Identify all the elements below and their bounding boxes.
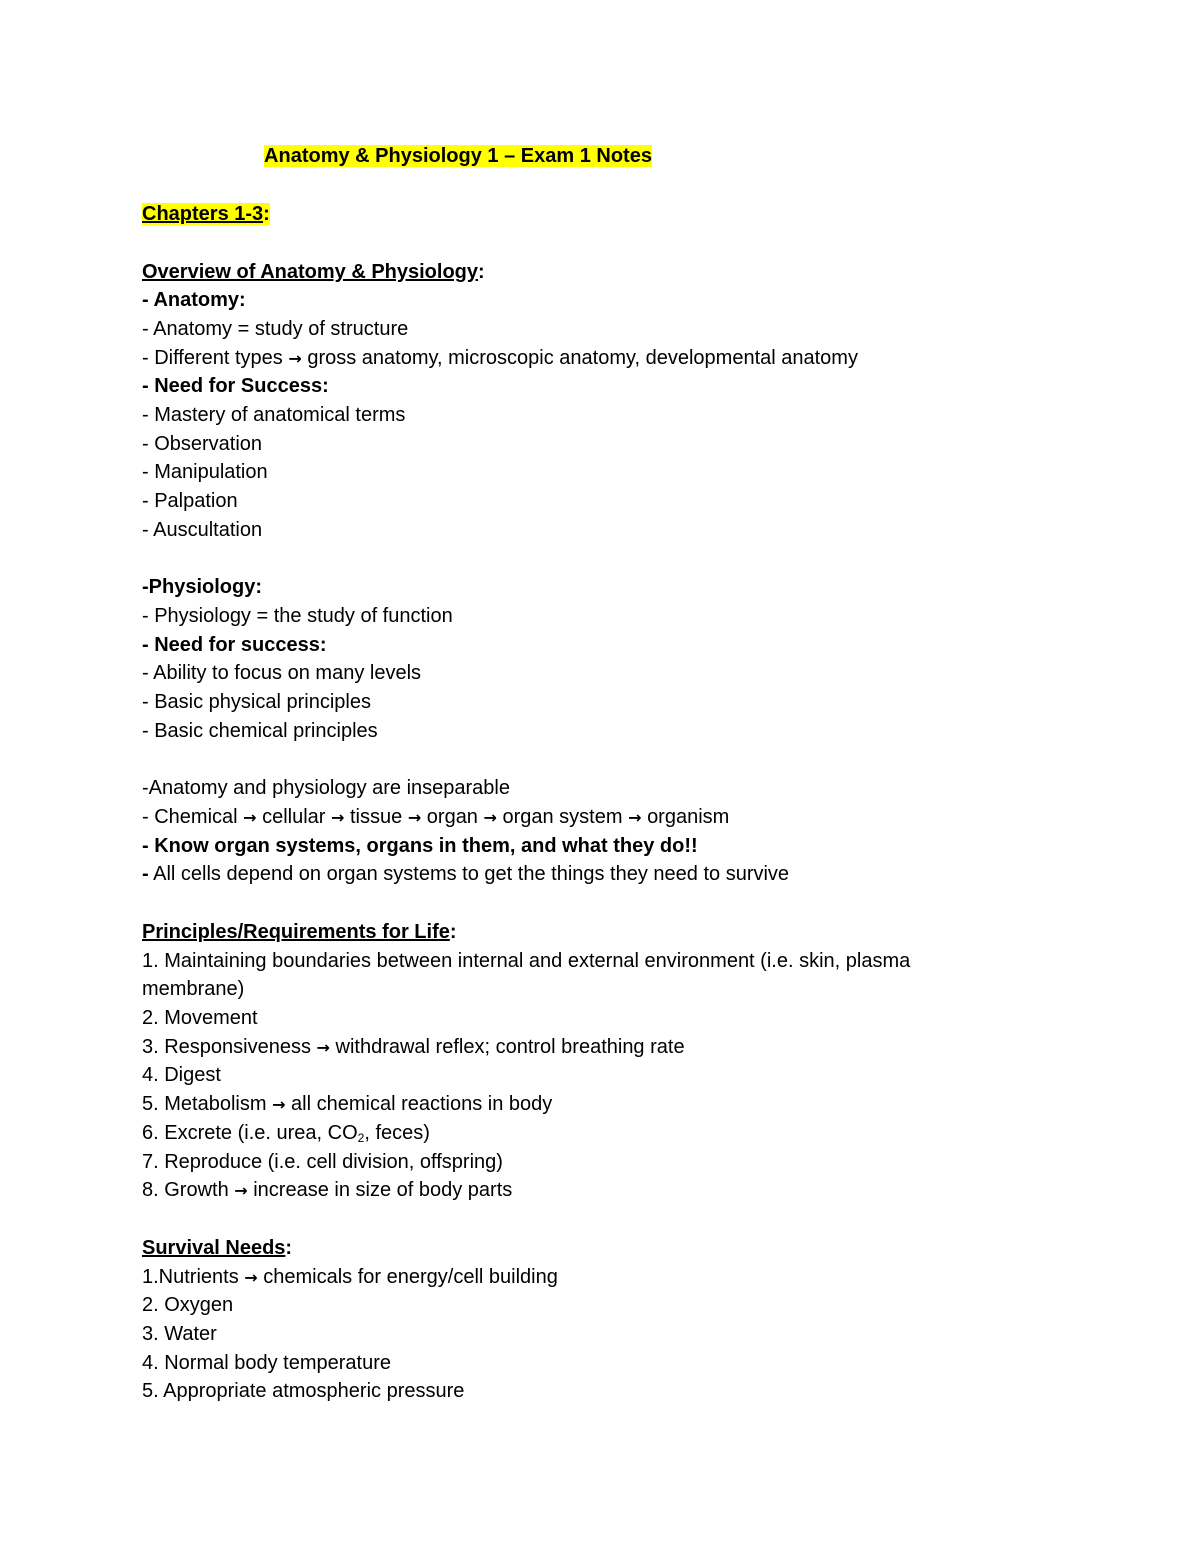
inseparable-line: -Anatomy and physiology are inseparable (142, 777, 510, 799)
cells-depend (142, 860, 789, 888)
principle-item-3 (142, 1033, 685, 1062)
principle-item-1b: membrane) (142, 978, 245, 1000)
list-item: - Palpation (142, 490, 238, 512)
arrow-right-icon: → (234, 1181, 248, 1200)
arrow-right-icon: → (288, 349, 302, 368)
physiology-definition: - Physiology = the study of function (142, 605, 453, 627)
principle-5-label: 5. Metabolism (142, 1093, 267, 1115)
anatomy-definition: - Anatomy = study of structure (142, 318, 409, 340)
arrow-right-icon: → (243, 808, 257, 827)
document-title (0, 142, 916, 170)
cells-text: All cells depend on organ systems to get the things they need to survive (153, 863, 790, 885)
cells-dash: - (142, 863, 149, 885)
list-item: - Basic physical principles (142, 691, 371, 713)
types-prefix: - Different types (142, 347, 283, 369)
document-title-text: Anatomy & Physiology 1 – Exam 1 Notes (264, 145, 652, 167)
principle-6-label: 6. Excrete (i.e. urea, CO (142, 1122, 358, 1144)
principle-3-label: 3. Responsiveness (142, 1036, 311, 1058)
principle-item-7: 7. Reproduce (i.e. cell division, offspring) (142, 1151, 503, 1173)
principle-item-2: 2. Movement (142, 1007, 258, 1029)
survival-item-4: 4. Normal body temperature (142, 1352, 392, 1374)
levels-of-organization (142, 803, 729, 832)
overview-heading-text: Overview of Anatomy & Physiology (142, 261, 479, 283)
level-item: organ (426, 806, 478, 828)
survival-item-3: 3. Water (142, 1323, 217, 1345)
principle-item-1a: 1. Maintaining boundaries between internal and external environment (i.e. skin, plasma (142, 950, 911, 972)
level-item: organ system (502, 806, 623, 828)
survival-item-1 (142, 1263, 558, 1292)
list-item: - Ability to focus on many levels (142, 662, 422, 684)
level-item: cellular (262, 806, 326, 828)
arrow-right-icon: → (272, 1095, 286, 1114)
know-text: Know organ systems, organs in them, and what they do!! (154, 835, 698, 857)
arrow-right-icon: → (628, 808, 642, 827)
co2-subscript: 2 (357, 1131, 365, 1145)
types-suffix: gross anatomy, microscopic anatomy, developmental anatomy (307, 347, 858, 369)
principle-item-4: 4. Digest (142, 1064, 221, 1086)
levels-prefix: - Chemical (142, 806, 238, 828)
chapters-colon: : (263, 203, 270, 225)
arrow-right-icon: → (483, 808, 497, 827)
overview-heading (142, 258, 485, 286)
principle-8-detail: increase in size of body parts (253, 1179, 513, 1201)
principles-heading-text: Principles/Requirements for Life (142, 921, 450, 943)
arrow-right-icon: → (316, 1038, 330, 1057)
chapters-heading (142, 200, 270, 228)
level-item: tissue (350, 806, 403, 828)
survival-item-5: 5. Appropriate atmospheric pressure (142, 1380, 465, 1402)
arrow-right-icon: → (244, 1268, 258, 1287)
principle-8-label: 8. Growth (142, 1179, 229, 1201)
survival-1-label: 1.Nutrients (142, 1266, 239, 1288)
principles-colon: : (449, 921, 457, 943)
list-item: - Basic chemical principles (142, 720, 378, 742)
survival-heading-text: Survival Needs (142, 1237, 286, 1259)
physiology-label: -Physiology: (142, 576, 263, 598)
principles-heading (142, 918, 457, 946)
arrow-right-icon: → (407, 808, 422, 827)
anatomy-types (142, 344, 858, 373)
chapters-label: Chapters 1-3 (142, 203, 264, 225)
list-item: - Observation (142, 433, 263, 455)
principle-item-5 (142, 1090, 552, 1119)
survival-heading (142, 1234, 292, 1262)
survival-1-detail: chemicals for energy/cell building (263, 1266, 558, 1288)
principle-item-6 (142, 1119, 430, 1147)
list-item: - Mastery of anatomical terms (142, 404, 406, 426)
principle-5-detail: all chemical reactions in body (291, 1093, 553, 1115)
know-dash: - (142, 835, 149, 857)
principle-6-rest: , feces) (364, 1122, 430, 1144)
survival-item-2: 2. Oxygen (142, 1294, 234, 1316)
principle-item-8 (142, 1176, 512, 1205)
anatomy-need-label: - Need for Success: (142, 375, 329, 397)
level-item: organism (647, 806, 730, 828)
physiology-need-label: - Need for success: (142, 634, 327, 656)
know-organ-systems (142, 832, 698, 860)
arrow-right-icon: → (331, 808, 345, 827)
principle-3-detail: withdrawal reflex; control breathing rate (335, 1036, 685, 1058)
list-item: - Auscultation (142, 519, 263, 541)
anatomy-label: - Anatomy: (142, 289, 246, 311)
survival-colon: : (285, 1237, 293, 1259)
list-item: - Manipulation (142, 461, 268, 483)
overview-colon: : (478, 261, 485, 283)
